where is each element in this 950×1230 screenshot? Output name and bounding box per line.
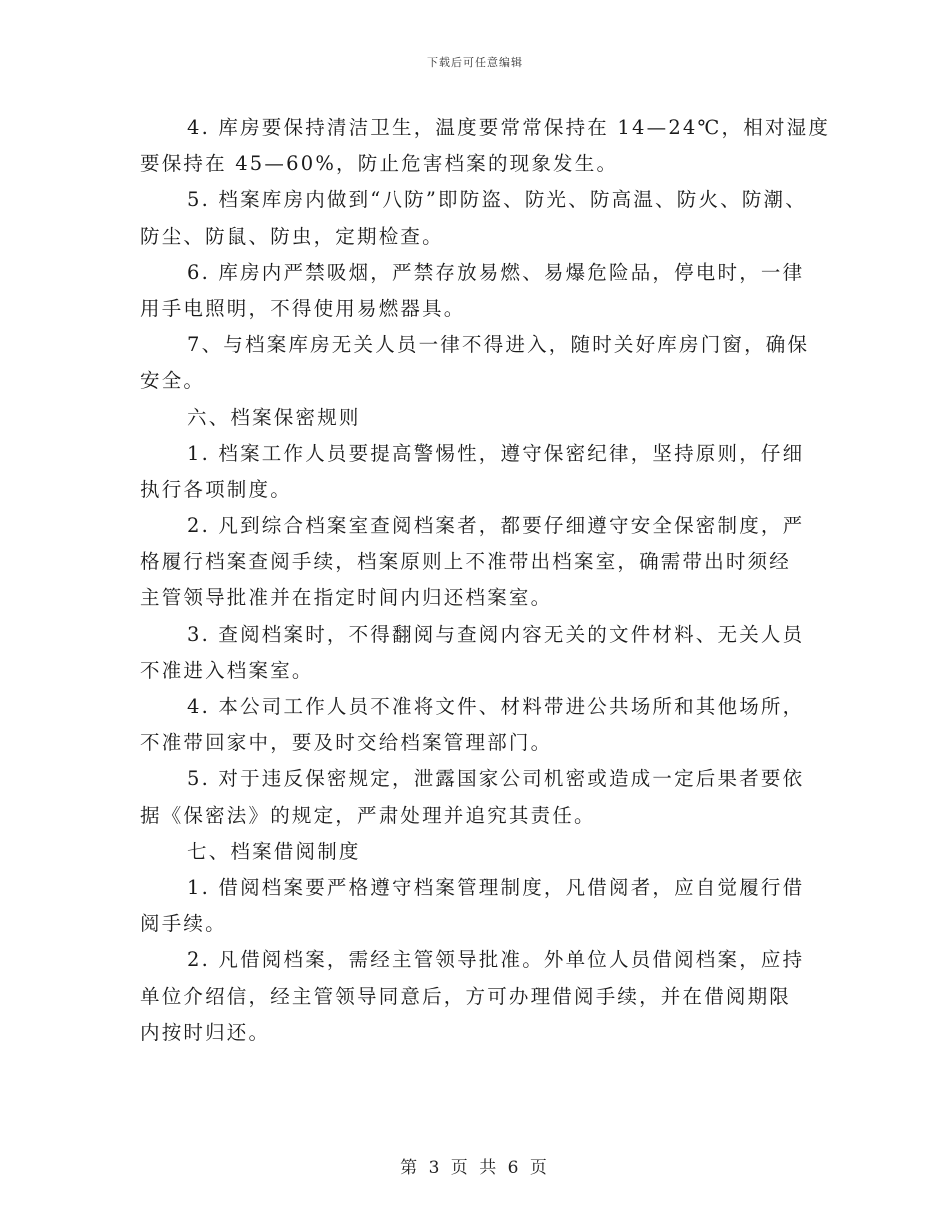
text-line: 4. 本公司工作人员不准将文件、材料带进公共场所和其他场所， bbox=[187, 695, 805, 718]
text-line: 2. 凡借阅档案，需经主管领导批准。外单位人员借阅档案，应持 bbox=[187, 948, 805, 972]
text-line: 5. 对于违反保密规定，泄露国家公司机密或造成一定后果者要依 bbox=[187, 767, 805, 791]
text-line: 执行各项制度。 bbox=[140, 477, 292, 501]
text-line: 据《保密法》的规定，严肃处理并追究其责任。 bbox=[140, 803, 596, 827]
text-line: 内按时归还。 bbox=[140, 1020, 271, 1044]
text-line: 防尘、防鼠、防虫，定期检查。 bbox=[140, 224, 444, 248]
text-line: 不准进入档案室。 bbox=[140, 658, 314, 682]
text-line: 要保持在 45—60%，防止危害档案的现象发生。 bbox=[140, 152, 619, 176]
document-body bbox=[140, 110, 830, 1051]
text-line: 6. 库房内严禁吸烟，严禁存放易燃、易爆危险品，停电时，一律 bbox=[187, 260, 805, 284]
text-line: 7、与档案库房无关人员一律不得进入，随时关好库房门窗，确保 bbox=[187, 333, 810, 357]
text-line: 用手电照明，不得使用易燃器具。 bbox=[140, 296, 466, 320]
text-line: 单位介绍信，经主管领导同意后，方可办理借阅手续，并在借阅期限 bbox=[140, 984, 792, 1008]
text-line: 3. 查阅档案时，不得翻阅与查阅内容无关的文件材料、无关人员 bbox=[187, 622, 805, 646]
text-line: 阅手续。 bbox=[140, 912, 227, 936]
text-line: 2. 凡到综合档案室查阅档案者，都要仔细遵守安全保密制度，严 bbox=[187, 514, 805, 538]
text-line: 格履行档案查阅手续，档案原则上不准带出档案室，确需带出时须经 bbox=[140, 550, 792, 574]
text-line: 主管领导批准并在指定时间内归还档案室。 bbox=[140, 586, 553, 610]
section-heading: 七、档案借阅制度 bbox=[187, 839, 361, 863]
page-footer: 第 3 页 共 6 页 bbox=[400, 1158, 550, 1178]
text-line: 1. 借阅档案要严格遵守档案管理制度，凡借阅者，应自觉履行借 bbox=[187, 875, 805, 899]
page-header: 下载后可任意编辑 bbox=[427, 56, 523, 69]
text-line: 安全。 bbox=[140, 369, 206, 393]
text-line: 4. 库房要保持清洁卫生，温度要常常保持在 14—24℃，相对湿度 bbox=[187, 116, 831, 139]
text-line: 1. 档案工作人员要提高警惕性，遵守保密纪律，坚持原则，仔细 bbox=[187, 441, 805, 465]
text-line: 不准带回家中，要及时交给档案管理部门。 bbox=[140, 731, 553, 755]
text-line: 5. 档案库房内做到“八防”即防盗、防光、防高温、防火、防潮、 bbox=[187, 188, 807, 212]
section-heading: 六、档案保密规则 bbox=[187, 405, 361, 429]
